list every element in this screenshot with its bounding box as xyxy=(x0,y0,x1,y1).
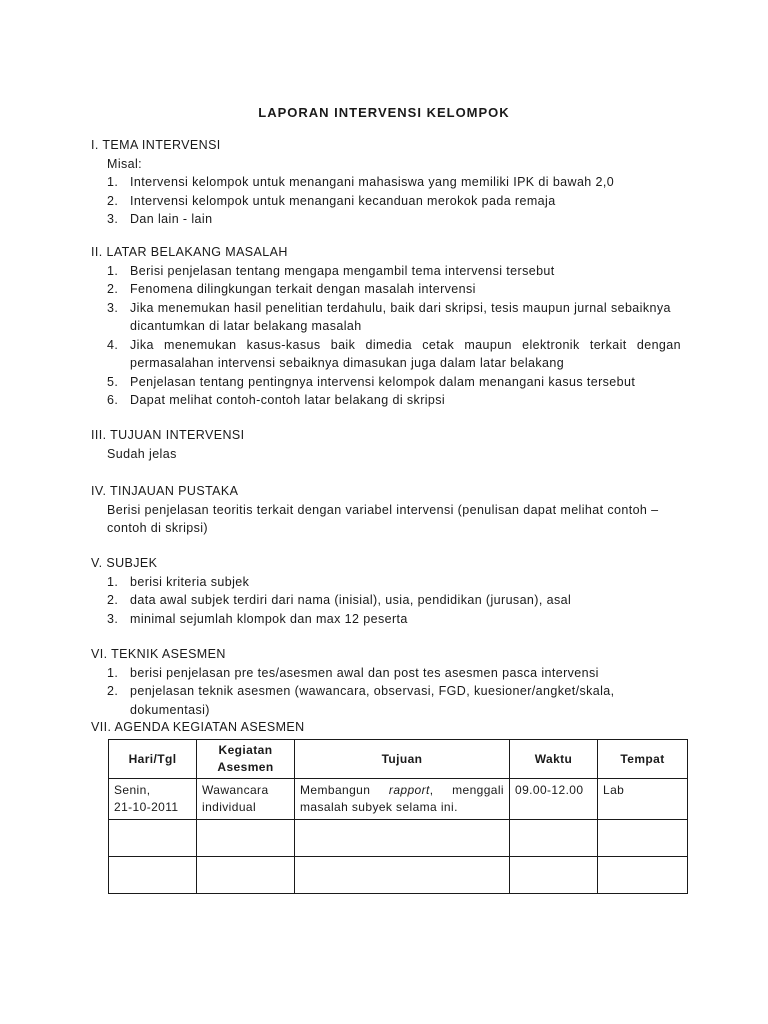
item-number: 5. xyxy=(107,374,119,389)
item-text: Penjelasan tentang pentingnya intervensi kelompok dalam menangani kasus tersebut xyxy=(130,374,636,389)
cell-text-italic: rapport xyxy=(388,783,430,797)
item-text: Dapat melihat contoh-contoh latar belakang di skripsi xyxy=(130,393,446,407)
list-item xyxy=(91,682,681,717)
section-heading: III. TUJUAN INTERVENSI xyxy=(91,428,245,442)
item-number: 3. xyxy=(107,212,119,226)
table-row xyxy=(109,779,688,820)
item-number: 2. xyxy=(107,684,119,698)
cell-line: Senin, xyxy=(114,783,151,797)
section-intro: Misal: xyxy=(107,156,143,171)
cell-line: 21-10-2011 xyxy=(114,800,179,814)
empty-cell xyxy=(295,820,510,857)
cell-line: Wawancara xyxy=(202,783,269,797)
section-heading: I. TEMA INTERVENSI xyxy=(91,138,221,152)
section-heading: V. SUBJEK xyxy=(91,556,158,570)
item-text: Berisi penjelasan tentang mengapa mengambil tema intervensi tersebut xyxy=(130,263,555,278)
section-text-continuation: contoh di skripsi) xyxy=(107,521,208,535)
col-header-tujuan: Tujuan xyxy=(295,740,510,779)
section-latar-belakang xyxy=(91,243,681,410)
item-number: 3. xyxy=(107,611,119,626)
item-text: Jika menemukan hasil penelitian terdahulu, baik dari skripsi, tesis maupun jurnal sebaiknya xyxy=(130,300,671,315)
item-text: data awal subjek terdiri dari nama (inisial), usia, pendidikan (jurusan), asal xyxy=(130,593,572,607)
item-number: 2. xyxy=(107,193,119,208)
item-number: 1. xyxy=(107,175,119,189)
col-header-tempat: Tempat xyxy=(598,740,688,779)
empty-cell xyxy=(295,857,510,894)
list-item xyxy=(91,280,681,299)
empty-cell xyxy=(510,857,598,894)
item-number: 3. xyxy=(107,300,119,315)
item-number: 6. xyxy=(107,393,119,407)
section-tinjauan-pustaka xyxy=(91,482,681,538)
item-number: 2. xyxy=(107,282,119,296)
cell-kegiatan xyxy=(197,779,295,820)
table-row xyxy=(109,820,688,857)
list-item xyxy=(91,391,681,410)
list-item xyxy=(91,262,681,281)
item-text: Fenomena dilingkungan terkait dengan masalah intervensi xyxy=(130,282,476,296)
empty-cell xyxy=(598,857,688,894)
section-tujuan xyxy=(91,426,681,463)
item-number: 4. xyxy=(107,337,119,352)
list-item xyxy=(91,299,681,318)
cell-tujuan xyxy=(295,779,510,820)
cell-hari xyxy=(109,779,197,820)
section-subjek xyxy=(91,554,681,628)
section-text: Berisi penjelasan teoritis terkait dengan variabel intervensi (penulisan dapat melihat contoh – xyxy=(107,502,659,517)
empty-cell xyxy=(197,857,295,894)
section-heading: II. LATAR BELAKANG MASALAH xyxy=(91,245,288,259)
col-header-kegiatan: Kegiatan Asesmen xyxy=(197,740,295,779)
list-item xyxy=(91,210,681,229)
empty-cell xyxy=(510,820,598,857)
table-header-row xyxy=(109,740,688,779)
section-heading: VII. AGENDA KEGIATAN ASESMEN xyxy=(91,720,305,734)
table-row xyxy=(109,857,688,894)
list-item xyxy=(91,610,681,629)
section-heading: VI. TEKNIK ASESMEN xyxy=(91,647,226,661)
list-item xyxy=(91,192,681,211)
cell-tempat: Lab xyxy=(598,779,688,820)
col-header-waktu: Waktu xyxy=(510,740,598,779)
empty-cell xyxy=(109,820,197,857)
item-text: berisi kriteria subjek xyxy=(130,574,250,589)
section-teknik-asesmen xyxy=(91,645,681,717)
item-continuation: permasalahan intervensi sebaiknya dimasukan juga dalam latar belakang xyxy=(130,356,565,370)
section-tema xyxy=(91,136,681,229)
empty-cell xyxy=(109,857,197,894)
section-text: Sudah jelas xyxy=(107,446,177,461)
list-item xyxy=(91,373,681,392)
list-item xyxy=(91,591,681,610)
item-continuation: dicantumkan di latar belakang masalah xyxy=(130,319,362,333)
item-text: penjelasan teknik asesmen (wawancara, observasi, FGD, kuesioner/angket/skala, dokumentasi) xyxy=(130,684,615,717)
section-heading: IV. TINJAUAN PUSTAKA xyxy=(91,484,239,498)
list-item xyxy=(91,573,681,592)
cell-line: individual xyxy=(202,800,257,814)
item-text: Jika menemukan kasus-kasus baik dimedia cetak maupun elektronik terkait dengan xyxy=(130,337,681,352)
cell-text: , menggali masalah subyek selama ini. xyxy=(300,783,504,814)
item-text: minimal sejumlah klompok dan max 12 peserta xyxy=(130,611,408,626)
list-item xyxy=(91,173,681,192)
empty-cell xyxy=(598,820,688,857)
item-text: Intervensi kelompok untuk menangani kecanduan merokok pada remaja xyxy=(130,193,556,208)
item-text: Intervensi kelompok untuk menangani mahasiswa yang memiliki IPK di bawah 2,0 xyxy=(130,175,615,189)
section-agenda xyxy=(91,718,681,737)
cell-waktu: 09.00-12.00 xyxy=(510,779,598,820)
agenda-table xyxy=(108,739,688,894)
col-header-hari: Hari/Tgl xyxy=(109,740,197,779)
item-number: 1. xyxy=(107,574,119,589)
item-number: 1. xyxy=(107,263,119,278)
list-item xyxy=(91,664,681,683)
item-number: 1. xyxy=(107,665,119,680)
page-title: LAPORAN INTERVENSI KELOMPOK xyxy=(258,105,510,120)
item-text: Dan lain - lain xyxy=(130,212,213,226)
cell-text: Membangun xyxy=(300,783,389,797)
item-number: 2. xyxy=(107,593,119,607)
list-item xyxy=(91,336,681,355)
empty-cell xyxy=(197,820,295,857)
item-text: berisi penjelasan pre tes/asesmen awal dan post tes asesmen pasca intervensi xyxy=(130,665,599,680)
